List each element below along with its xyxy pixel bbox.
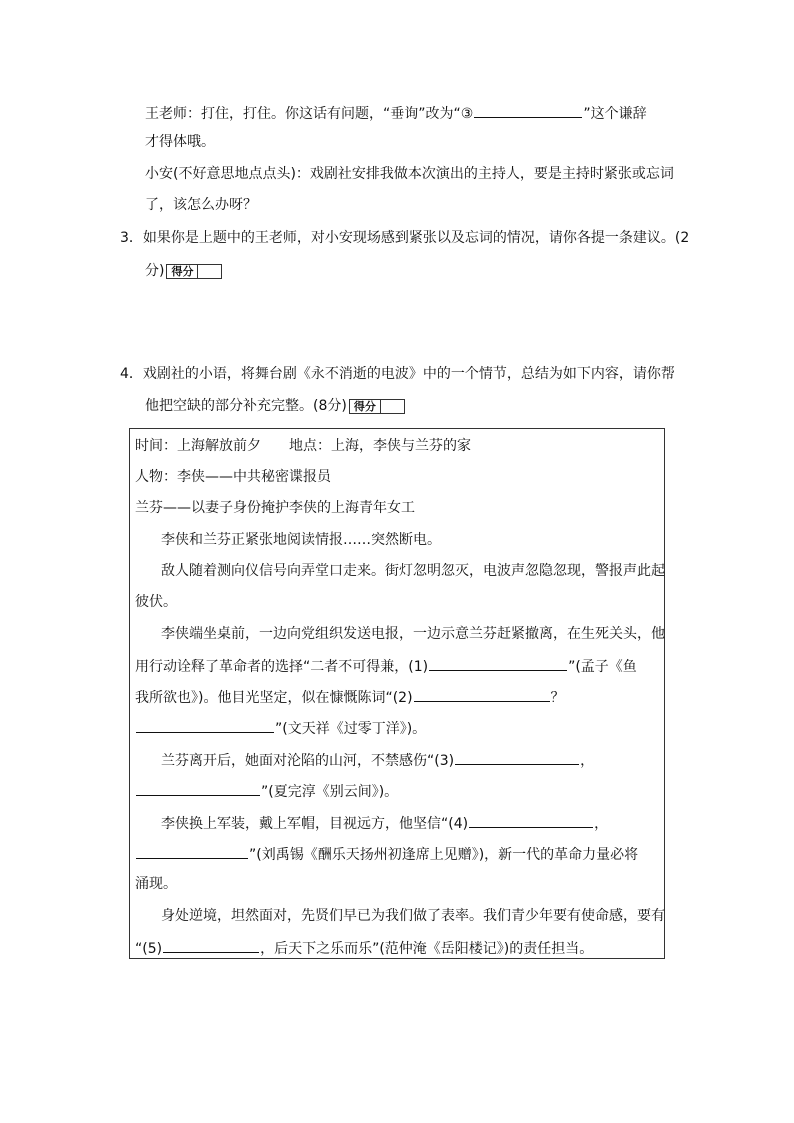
paragraph-text: 用行动诠释了革命者的选择“二者不可得兼，(1) <box>135 659 429 675</box>
answer-blank-1[interactable] <box>429 657 567 671</box>
answer-blank-4a[interactable] <box>469 814 593 828</box>
box-paragraph-4-line-2 <box>135 782 398 800</box>
scene-place: 地点：上海，李侠与兰芬的家 <box>289 438 471 454</box>
answer-blank-4b[interactable] <box>136 845 248 859</box>
box-paragraph-4-line-1 <box>161 751 594 769</box>
paragraph-text: ， <box>594 816 609 832</box>
question-3-line-2 <box>145 263 222 279</box>
score-label: 得分 <box>167 265 198 278</box>
dialogue-line-1 <box>145 104 647 122</box>
answer-blank-2a[interactable] <box>414 688 550 702</box>
box-paragraph-3-line-4 <box>135 719 426 737</box>
question-4-text: 4．戏剧社的小语，将舞台剧《永不消逝的电波》中的一个情节，总结为如下内容，请你帮 <box>120 366 675 382</box>
paragraph-text: ”(孟子《鱼 <box>568 659 637 675</box>
box-paragraph-3-line-1: 李侠端坐桌前，一边向党组织发送电报，一边示意兰芬赶紧撤离，在生死关头，他 <box>161 626 665 642</box>
box-paragraph-6-line-1: 身处逆境，坦然面对，先贤们早已为我们做了表率。我们青少年要有使命感，要有 <box>161 908 665 924</box>
score-label: 得分 <box>350 400 381 413</box>
box-paragraph-3-line-3 <box>135 688 565 706</box>
scene-time: 时间：上海解放前夕 <box>135 438 261 454</box>
dialogue-line-3: 小安(不好意思地点点头)：戏剧社安排我做本次演出的主持人，要是主持时紧张或忘词 <box>145 166 674 182</box>
box-people-2: 兰芬——以妻子身份掩护李侠的上海青年女工 <box>135 500 415 516</box>
paragraph-text: ”(夏完淳《别云间》)。 <box>261 784 399 800</box>
box-people-1: 人物：李侠——中共秘密谍报员 <box>135 469 331 485</box>
paragraph-text: ”(文天祥《过零丁洋》)。 <box>275 721 427 737</box>
box-paragraph-2-line-1: 敌人随着测向仪信号向弄堂口走来。街灯忽明忽灭，电波声忽隐忽现，警报声此起 <box>161 563 665 579</box>
paragraph-text: ， <box>580 753 595 769</box>
box-paragraph-6-line-2 <box>135 939 593 957</box>
answer-blank-3a[interactable] <box>455 751 579 765</box>
answer-blank-3[interactable] <box>474 104 582 118</box>
question-4-line-2 <box>145 398 405 414</box>
question-3-text: 3．如果你是上题中的王老师，对小安现场感到紧张以及忘词的情况，请你各提一条建议。(2 <box>120 230 690 246</box>
paragraph-text: 兰芬离开后，她面对沦陷的山河，不禁感伤“(3) <box>161 753 455 769</box>
paragraph-text: ？ <box>550 690 565 706</box>
question-4-points: 他把空缺的部分补充完整。(8分) <box>145 398 347 414</box>
box-paragraph-5-line-2 <box>135 845 638 863</box>
dialogue-text: 王老师：打住，打住。你这话有问题，“垂询”改为“③ <box>145 106 474 122</box>
box-paragraph-3-line-2 <box>135 657 637 675</box>
paragraph-text: 我所欲也》)。他目光坚定，似在慷慨陈词“(2) <box>135 690 413 706</box>
answer-blank-3b[interactable] <box>136 782 260 796</box>
paragraph-text: ”(刘禹锡《酬乐天扬州初逢席上见赠》)，新一代的革命力量必将 <box>249 847 639 863</box>
dialogue-line-4: 了，该怎么办呀？ <box>145 197 257 213</box>
answer-blank-2b[interactable] <box>136 719 274 733</box>
box-time-place <box>135 438 471 454</box>
question-3-points: 分) <box>145 263 165 279</box>
answer-blank-5[interactable] <box>163 939 259 953</box>
score-box[interactable] <box>349 399 405 414</box>
paragraph-text: ，后天下之乐而乐”(范仲淹《岳阳楼记》)的责任担当。 <box>260 941 594 957</box>
box-paragraph-2-line-2: 彼伏。 <box>135 594 177 610</box>
box-paragraph-5-line-3: 涌现。 <box>135 876 177 892</box>
dialogue-text: ”这个谦辞 <box>583 106 647 122</box>
box-paragraph-5-line-1 <box>161 814 608 832</box>
box-paragraph-1: 李侠和兰芬正紧张地阅读情报……突然断电。 <box>161 532 441 548</box>
paragraph-text: 李侠换上军装，戴上军帽，目视远方，他坚信“(4) <box>161 816 469 832</box>
score-box[interactable] <box>166 264 222 279</box>
dialogue-line-2: 才得体哦。 <box>145 134 215 150</box>
paragraph-text: “(5) <box>135 941 163 957</box>
